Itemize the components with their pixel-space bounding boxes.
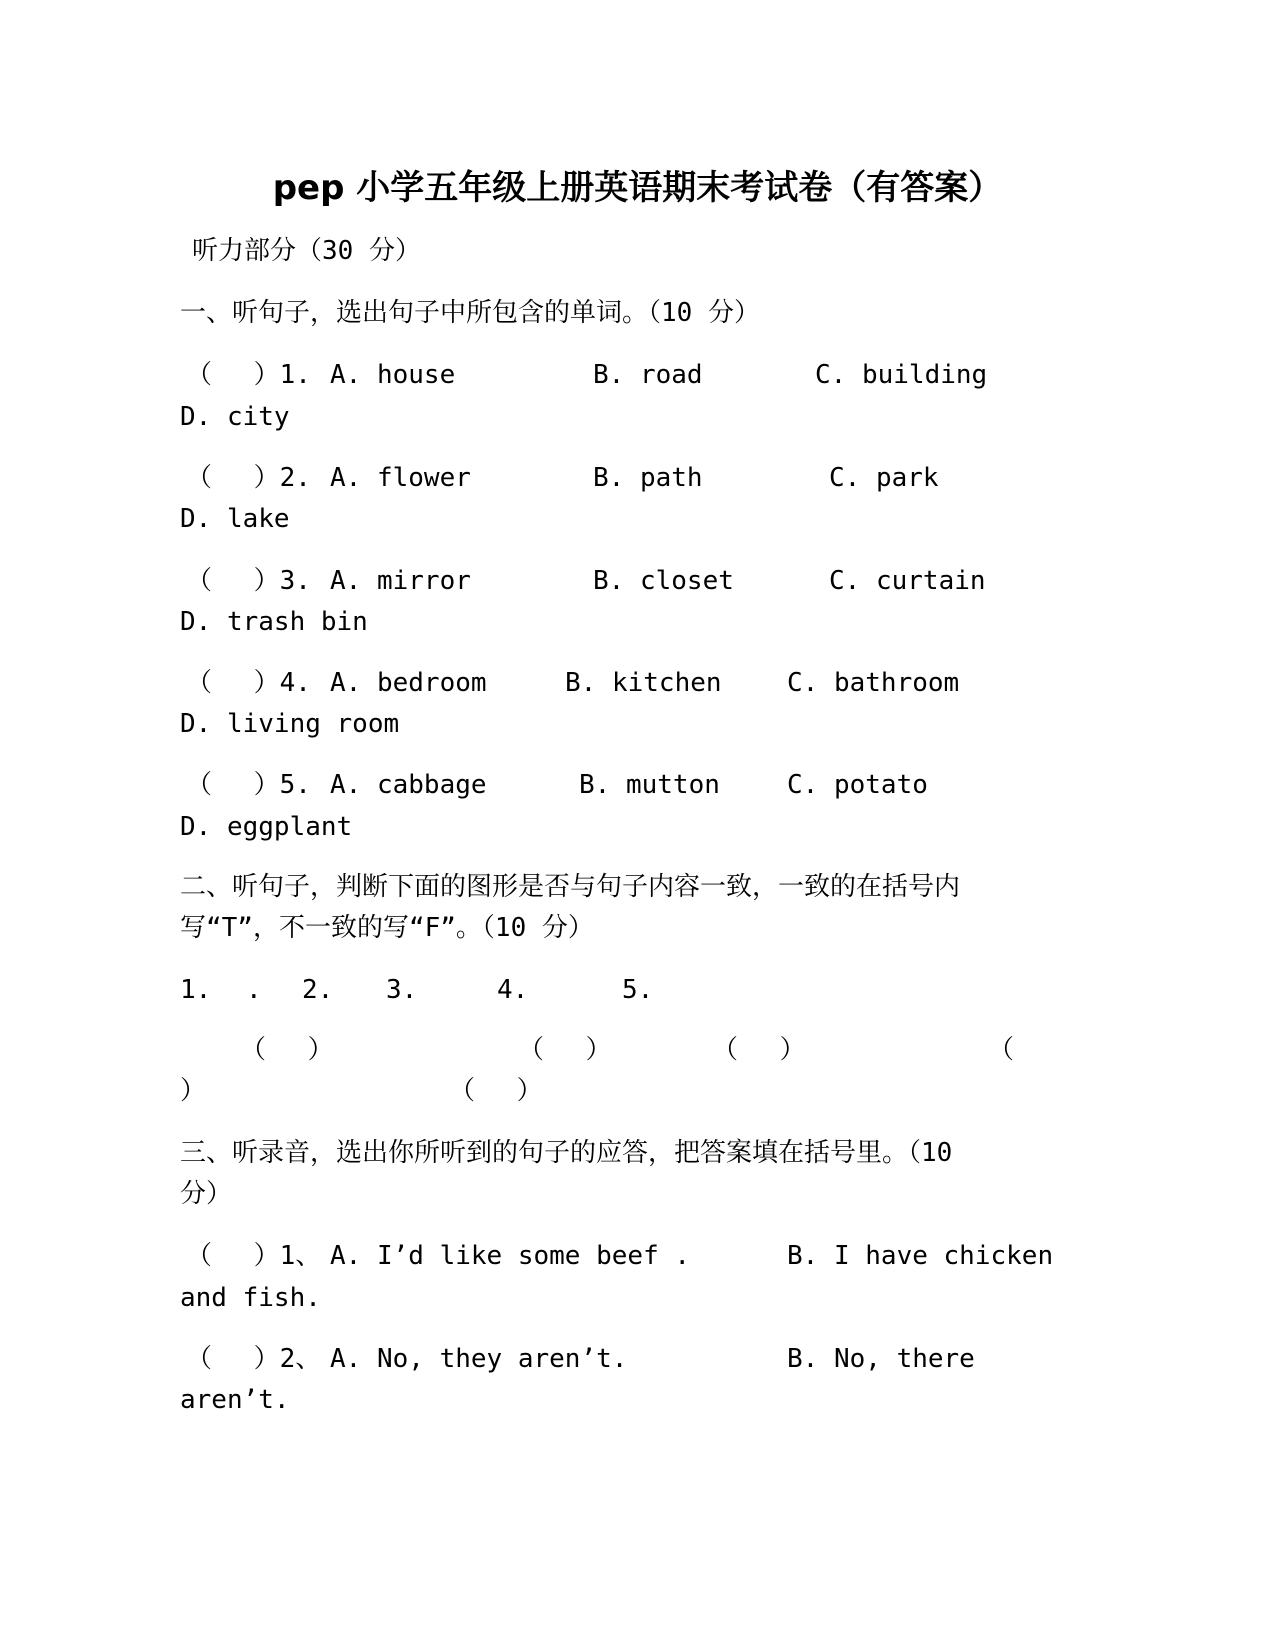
answer-bracket[interactable]: （ ） [712,1035,806,1065]
picture-number: . [246,975,262,1005]
option-b: B. closet [593,566,734,596]
option-c: C. potato [787,770,928,800]
option-c: C. park [829,463,939,493]
option-b: B. I have chicken [787,1241,1054,1271]
answer-bracket-open[interactable]: （ [988,1035,1015,1065]
option-a: A. No, they aren’t. [330,1344,628,1374]
option-d: D. city [180,402,290,432]
question-number: （ ）4. [186,668,311,698]
option-b: B. mutton [579,770,720,800]
answer-bracket[interactable]: （ ） [240,1035,334,1065]
question-number: （ ）5. [186,770,311,800]
picture-number: 2. [302,975,334,1005]
listening-header: 听力部分（30 分） [192,236,421,266]
option-b: B. kitchen [565,668,722,698]
question-number: （ ）2、 [186,1344,322,1374]
option-c: C. bathroom [787,668,960,698]
option-b: B. road [593,360,703,390]
question-number: （ ）3. [186,566,311,596]
picture-number: 3. [386,975,418,1005]
section-3-heading-line-1: 三、听录音，选出你所听到的句子的应答，把答案填在括号里。（10 [180,1138,953,1168]
section-2-heading-line-1: 二、听句子，判断下面的图形是否与句子内容一致，一致的在括号内 [180,872,961,902]
option-a: A. cabbage [330,770,487,800]
option-c: C. building [815,360,988,390]
option-b: B. No, there [787,1344,975,1374]
picture-number: 4. [497,975,529,1005]
answer-bracket-close[interactable]: ） [180,1076,207,1106]
page-title: pep 小学五年级上册英语期末考试卷（有答案） [272,168,1003,208]
option-a: A. house [330,360,456,390]
option-b-continued: aren’t. [180,1385,290,1415]
option-a: A. flower [330,463,471,493]
option-d: D. living room [180,709,400,739]
option-a: A. mirror [330,566,471,596]
answer-bracket[interactable]: （ ） [449,1076,543,1106]
question-number: （ ）1. [186,360,311,390]
option-a: A. I’d like some beef . [330,1241,691,1271]
option-d: D. trash bin [180,607,368,637]
section-2-heading-line-2: 写“T”，不一致的写“F”。（10 分） [180,913,594,943]
section-1-heading: 一、听句子，选出句子中所包含的单词。（10 分） [180,298,760,328]
section-3-heading-line-2: 分） [180,1179,233,1209]
answer-bracket[interactable]: （ ） [518,1035,612,1065]
option-d: D. lake [180,504,290,534]
option-b-continued: and fish. [180,1283,321,1313]
option-c: C. curtain [829,566,986,596]
option-b: B. path [593,463,703,493]
question-number: （ ）2. [186,463,311,493]
option-d: D. eggplant [180,812,353,842]
option-a: A. bedroom [330,668,487,698]
picture-number: 5. [622,975,654,1005]
picture-number: 1. [180,975,212,1005]
question-number: （ ）1、 [186,1241,322,1271]
